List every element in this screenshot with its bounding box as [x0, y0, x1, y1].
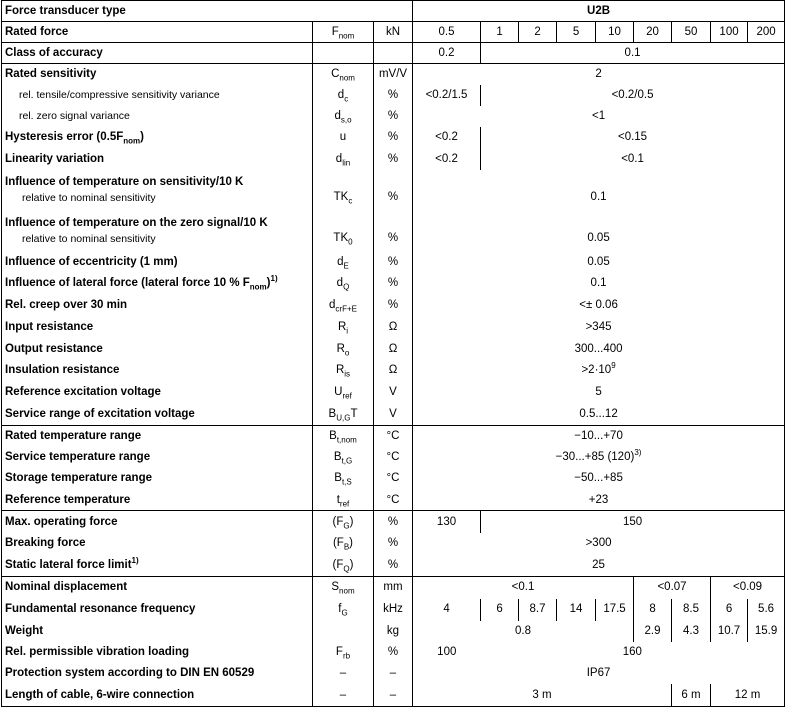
rated-temp-value: −10...+70: [413, 425, 785, 446]
temp-sensitivity-unit: %: [374, 170, 413, 211]
class-of-accuracy-row: [2, 43, 785, 64]
insulation-resistance-unit: Ω: [374, 360, 413, 381]
sensitivity-variance-label: rel. tensile/compressive sensitivity variance: [2, 85, 313, 106]
vibration-loading-symbol: $F_{rb}$: [313, 642, 374, 663]
temp-zero-row: [2, 211, 785, 252]
protection-unit: –: [374, 663, 413, 684]
reference-temp-symbol: $t_{ref}$: [313, 490, 374, 511]
storage-temp-unit: °C: [374, 468, 413, 490]
lateral-force-row: [2, 273, 785, 294]
input-resistance-symbol: $R_i$: [313, 317, 374, 339]
max-operating-force-unit: %: [374, 511, 413, 533]
reference-temp-row: [2, 490, 785, 511]
static-lateral-force-value: 25: [592, 558, 605, 571]
nominal-displacement-value: <0.07: [634, 576, 711, 598]
rated-force-unit: kN: [374, 22, 413, 43]
weight-value: 15.9: [748, 621, 785, 642]
max-operating-force-value: 150: [481, 511, 785, 533]
service-temp-label: Service temperature range: [2, 447, 313, 468]
rated-temp-row: [2, 425, 785, 446]
rated-force-symbol: $F_{nom}$: [313, 22, 374, 43]
weight-value: 4.3: [672, 621, 711, 642]
linearity-value: <0.1: [481, 148, 785, 169]
output-resistance-value: 300...400: [574, 342, 623, 355]
max-operating-force-value: 130: [413, 511, 481, 533]
cable-value: 12 m: [711, 684, 785, 706]
cable-value: 6 m: [672, 684, 711, 706]
header-row: [2, 1, 785, 22]
output-resistance-label: Output resistance: [2, 339, 313, 360]
nominal-displacement-row: [2, 576, 785, 598]
output-resistance-unit: Ω: [374, 339, 413, 360]
static-lateral-force-row: [2, 554, 785, 576]
resonance-frequency-value: 6: [711, 599, 748, 621]
temp-sensitivity-row: [2, 170, 785, 211]
eccentricity-symbol: $d_E$: [313, 252, 374, 273]
excitation-range-symbol: $B_{U,G}T$: [313, 403, 374, 425]
linearity-value: <0.2: [435, 152, 458, 165]
storage-temp-symbol: $B_{t,S}$: [313, 468, 374, 490]
rated-force-value: 5: [557, 22, 596, 43]
rated-sensitivity-symbol: $C_{nom}$: [313, 64, 374, 85]
reference-temp-value: +23: [588, 493, 609, 506]
storage-temp-row: [2, 468, 785, 490]
weight-value: 0.8: [515, 624, 532, 637]
temp-zero-unit: %: [374, 211, 413, 252]
hysteresis-symbol: u: [313, 127, 374, 148]
linearity-label: Linearity variation: [2, 148, 313, 169]
reference-temp-label: Reference temperature: [2, 490, 313, 511]
rated-sensitivity-row: [2, 64, 785, 85]
resonance-frequency-row: [2, 599, 785, 621]
zero-signal-variance-row: [2, 106, 785, 127]
reference-temp-unit: °C: [374, 490, 413, 511]
linearity-symbol: $d_{lin}$: [313, 148, 374, 169]
static-lateral-force-label: Static lateral force limit$^{1)}$: [2, 554, 313, 576]
input-resistance-unit: Ω: [374, 317, 413, 339]
weight-label: Weight: [2, 621, 313, 642]
zero-signal-variance-symbol: $d_{s,o}$: [313, 106, 374, 127]
rated-force-row: [2, 22, 785, 43]
hysteresis-value: <0.15: [481, 127, 785, 148]
rated-force-value: 100: [711, 22, 748, 43]
excitation-range-row: [2, 403, 785, 425]
class-of-accuracy-value: 0.2: [413, 43, 481, 64]
nominal-displacement-value: <0.09: [711, 576, 785, 598]
temp-sensitivity-symbol: $TK_c$: [313, 170, 374, 211]
rated-force-value: 2: [519, 22, 557, 43]
cable-label: Length of cable, 6-wire connection: [2, 684, 313, 706]
temp-zero-value: 0.05: [587, 232, 610, 245]
insulation-resistance-value: $>2\cdot 10^9$: [581, 361, 616, 376]
rated-force-value: 1: [481, 22, 519, 43]
zero-signal-variance-unit: %: [374, 106, 413, 127]
static-lateral-force-unit: %: [374, 554, 413, 576]
reference-excitation-row: [2, 381, 785, 403]
eccentricity-row: [2, 252, 785, 273]
rated-sensitivity-value: 2: [413, 64, 785, 85]
resonance-frequency-symbol: $f_G$: [313, 599, 374, 621]
vibration-loading-row: [2, 642, 785, 663]
breaking-force-label: Breaking force: [2, 533, 313, 554]
vibration-loading-unit: %: [374, 642, 413, 663]
rated-force-value: 200: [748, 22, 785, 43]
rated-force-value: 10: [596, 22, 634, 43]
nominal-displacement-label: Nominal displacement: [2, 576, 313, 598]
input-resistance-row: [2, 317, 785, 339]
cable-unit: –: [374, 684, 413, 706]
resonance-frequency-label: Fundamental resonance frequency: [2, 599, 313, 621]
resonance-frequency-value: 6: [481, 599, 519, 621]
vibration-loading-value: 100: [437, 645, 457, 658]
weight-unit: kg: [374, 621, 413, 642]
rated-sensitivity-label: Rated sensitivity: [2, 64, 313, 85]
service-temp-symbol: $B_{t,G}$: [313, 447, 374, 468]
weight-value: 10.7: [711, 621, 748, 642]
hysteresis-row: [2, 127, 785, 148]
sensitivity-variance-value: <0.2/0.5: [481, 85, 785, 106]
creep-value: <± 0.06: [579, 299, 618, 312]
resonance-frequency-value: 8: [634, 599, 672, 621]
nominal-displacement-value: <0.1: [413, 576, 634, 598]
force-transducer-spec-table: [1, 0, 785, 707]
static-lateral-force-symbol: $(F_Q)$: [313, 554, 374, 576]
protection-row: [2, 663, 785, 684]
service-temp-row: [2, 447, 785, 468]
temp-sensitivity-value: 0.1: [590, 190, 607, 203]
creep-label: Rel. creep over 30 min: [2, 294, 313, 316]
service-temp-value: −30...+85 $(120)^{3)}$: [555, 447, 642, 463]
storage-temp-label: Storage temperature range: [2, 468, 313, 490]
storage-temp-value: −50...+85: [574, 472, 623, 485]
class-of-accuracy-value: 0.1: [481, 43, 785, 64]
rated-temp-symbol: $B_{t,nom}$: [313, 425, 374, 446]
output-resistance-row: [2, 339, 785, 360]
class-of-accuracy-label: Class of accuracy: [2, 43, 313, 64]
breaking-force-unit: %: [374, 533, 413, 554]
eccentricity-unit: %: [374, 252, 413, 273]
insulation-resistance-row: [2, 360, 785, 381]
model-name: U2B: [587, 4, 611, 17]
excitation-range-unit: V: [374, 403, 413, 425]
rated-sensitivity-unit: mV/V: [374, 64, 413, 85]
hysteresis-value: <0.2: [435, 131, 458, 144]
hysteresis-label: Hysteresis error $(0.5F_{nom})$: [2, 127, 313, 148]
cable-row: [2, 684, 785, 706]
hysteresis-unit: %: [374, 127, 413, 148]
rated-temp-label: Rated temperature range: [2, 425, 313, 446]
zero-signal-variance-value: <1: [591, 110, 606, 123]
rated-force-label: Rated force: [2, 22, 313, 43]
insulation-resistance-symbol: $R_{is}$: [313, 360, 374, 381]
protection-value: IP67: [586, 667, 611, 680]
temp-sensitivity-label: Influence of temperature on sensitivity/10 K relative to nominal sensitivity: [2, 170, 313, 211]
sensitivity-variance-row: [2, 85, 785, 106]
resonance-frequency-value: 5.6: [748, 599, 785, 621]
nominal-displacement-symbol: $S_{nom}$: [313, 576, 374, 598]
nominal-displacement-unit: mm: [374, 576, 413, 598]
protection-label: Protection system according to DIN EN 60529: [2, 663, 313, 684]
zero-signal-variance-label: rel. zero signal variance: [2, 106, 313, 127]
resonance-frequency-value: 14: [557, 599, 596, 621]
reference-excitation-symbol: $U_{ref}$: [313, 381, 374, 403]
lateral-force-symbol: $d_Q$: [313, 273, 374, 294]
breaking-force-row: [2, 533, 785, 554]
linearity-row: [2, 148, 785, 169]
resonance-frequency-value: 8.5: [672, 599, 711, 621]
protection-symbol: –: [313, 663, 374, 684]
vibration-loading-label: Rel. permissible vibration loading: [2, 642, 313, 663]
lateral-force-value: 0.1: [590, 277, 607, 290]
max-operating-force-row: [2, 511, 785, 533]
resonance-frequency-unit: kHz: [374, 599, 413, 621]
breaking-force-symbol: $(F_B)$: [313, 533, 374, 554]
resonance-frequency-value: 8.7: [519, 599, 557, 621]
max-operating-force-label: Max. operating force: [2, 511, 313, 533]
service-temp-unit: °C: [374, 447, 413, 468]
insulation-resistance-label: Insulation resistance: [2, 360, 313, 381]
resonance-frequency-value: 4: [443, 603, 450, 616]
vibration-loading-value: 160: [622, 645, 642, 658]
eccentricity-value: 0.05: [587, 256, 610, 269]
excitation-range-label: Service range of excitation voltage: [2, 403, 313, 425]
creep-row: [2, 294, 785, 316]
excitation-range-value: 0.5...12: [579, 407, 618, 420]
input-resistance-label: Input resistance: [2, 317, 313, 339]
transducer-type-label: Force transducer type: [2, 1, 413, 22]
eccentricity-label: Influence of eccentricity (1 mm): [2, 252, 313, 273]
cable-value: 3 m: [532, 688, 552, 701]
weight-row: [2, 621, 785, 642]
rated-force-value: 50: [672, 22, 711, 43]
reference-excitation-value: 5: [595, 385, 602, 398]
reference-excitation-unit: V: [374, 381, 413, 403]
breaking-force-value: >300: [585, 537, 612, 550]
reference-excitation-label: Reference excitation voltage: [2, 381, 313, 403]
sensitivity-variance-symbol: $d_c$: [313, 85, 374, 106]
output-resistance-symbol: $R_o$: [313, 339, 374, 360]
temp-zero-symbol: $TK_0$: [313, 211, 374, 252]
input-resistance-value: >345: [585, 321, 612, 334]
creep-unit: %: [374, 294, 413, 316]
max-operating-force-symbol: $(F_G)$: [313, 511, 374, 533]
rated-force-value: 0.5: [413, 22, 481, 43]
sensitivity-variance-unit: %: [374, 85, 413, 106]
lateral-force-label: Influence of lateral force (lateral force 10 % $F_{nom})^{1)}$: [2, 273, 313, 294]
cable-symbol: –: [313, 684, 374, 706]
linearity-unit: %: [374, 148, 413, 169]
rated-temp-unit: °C: [374, 425, 413, 446]
sensitivity-variance-value: <0.2/1.5: [425, 89, 468, 102]
rated-force-value: 20: [634, 22, 672, 43]
temp-zero-label: Influence of temperature on the zero signal/10 K relative to nominal sensitivity: [2, 211, 313, 252]
creep-symbol: $d_{crF+E}$: [313, 294, 374, 316]
resonance-frequency-value: 17.5: [596, 599, 634, 621]
lateral-force-unit: %: [374, 273, 413, 294]
weight-value: 2.9: [634, 621, 672, 642]
